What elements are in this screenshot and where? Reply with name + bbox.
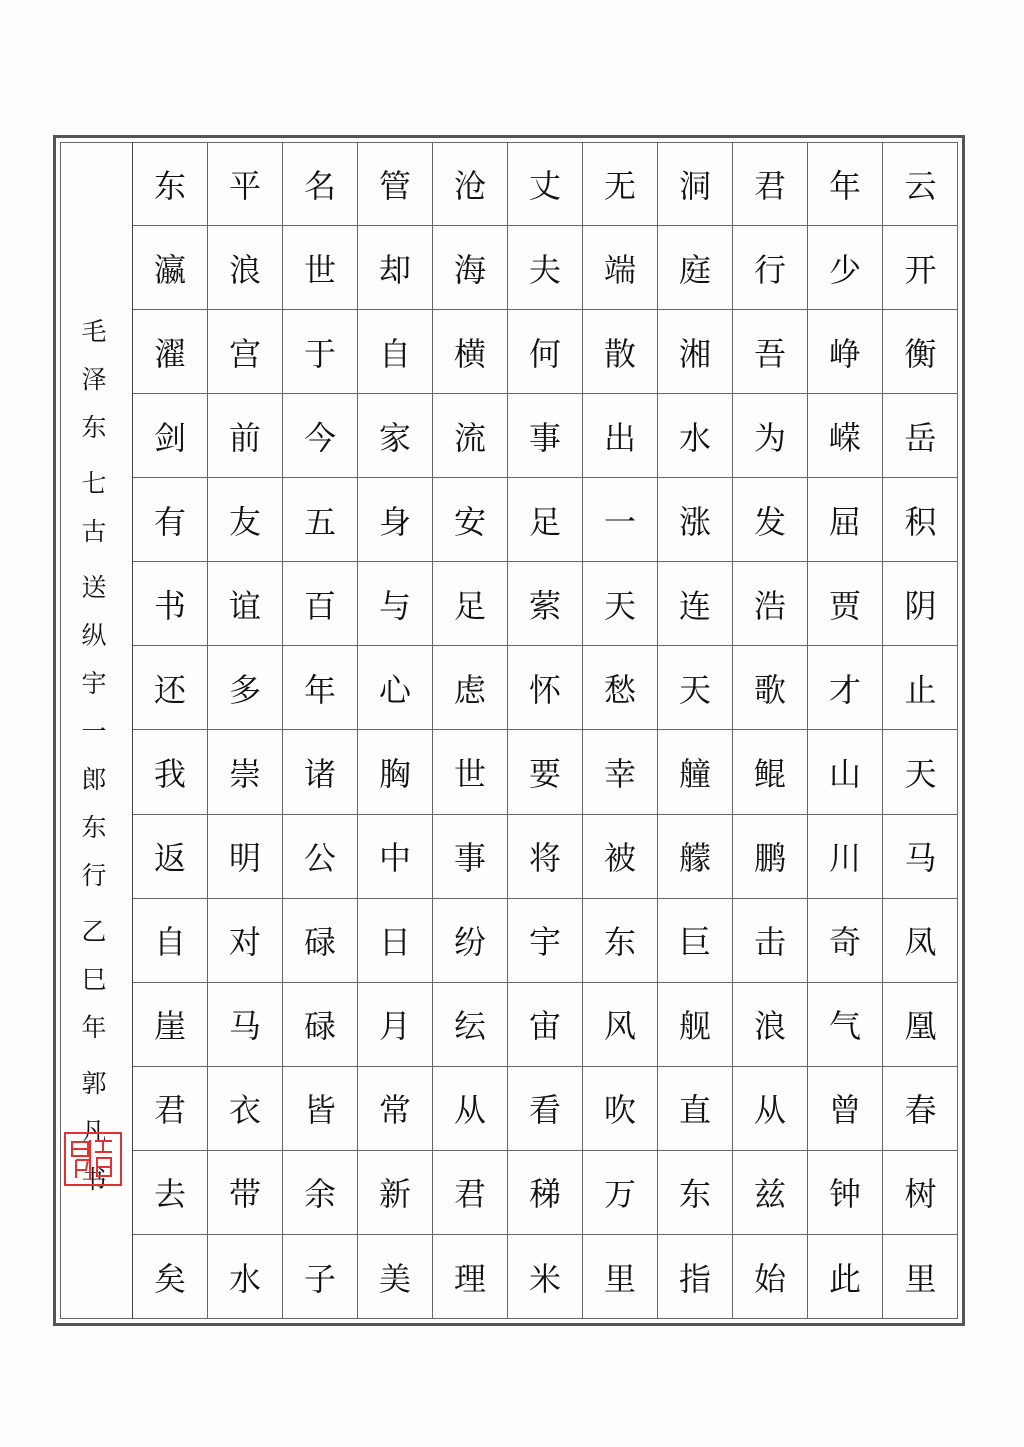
grid-cell: 曾 bbox=[808, 1067, 883, 1151]
grid-cell: 水 bbox=[208, 1235, 283, 1319]
grid-cell: 自 bbox=[133, 899, 208, 983]
grid-cell: 东 bbox=[658, 1151, 733, 1235]
grid-cell: 衣 bbox=[208, 1067, 283, 1151]
signature-char: 毛 bbox=[81, 317, 107, 346]
grid-cell: 巨 bbox=[658, 899, 733, 983]
grid-cell: 岳 bbox=[883, 394, 958, 478]
grid-cell: 返 bbox=[133, 815, 208, 899]
grid-cell: 幸 bbox=[583, 730, 658, 814]
grid-cell: 散 bbox=[583, 310, 658, 394]
signature-column bbox=[74, 308, 114, 1204]
grid-cell: 树 bbox=[883, 1151, 958, 1235]
grid-cell: 事 bbox=[433, 815, 508, 899]
grid-cell: 濯 bbox=[133, 310, 208, 394]
grid-cell: 心 bbox=[358, 646, 433, 730]
grid-cell: 于 bbox=[283, 310, 358, 394]
grid-cell: 理 bbox=[433, 1235, 508, 1319]
grid-cell: 今 bbox=[283, 394, 358, 478]
grid-cell: 衡 bbox=[883, 310, 958, 394]
grid-cell: 涨 bbox=[658, 478, 733, 562]
grid-cell: 世 bbox=[433, 730, 508, 814]
grid-cell: 前 bbox=[208, 394, 283, 478]
grid-cell: 指 bbox=[658, 1235, 733, 1319]
grid-cell: 为 bbox=[733, 394, 808, 478]
grid-cell: 奇 bbox=[808, 899, 883, 983]
grid-cell: 少 bbox=[808, 226, 883, 310]
signature-char: 宇 bbox=[81, 669, 107, 698]
grid-cell: 宇 bbox=[508, 899, 583, 983]
grid-cell: 胸 bbox=[358, 730, 433, 814]
grid-cell: 新 bbox=[358, 1151, 433, 1235]
signature-char: 七 bbox=[81, 469, 107, 498]
grid-cell: 风 bbox=[583, 983, 658, 1067]
grid-cell: 将 bbox=[508, 815, 583, 899]
grid-cell: 管 bbox=[358, 142, 433, 226]
grid-cell: 瀛 bbox=[133, 226, 208, 310]
grid-cell: 崖 bbox=[133, 983, 208, 1067]
grid-cell: 从 bbox=[433, 1067, 508, 1151]
grid-cell: 稊 bbox=[508, 1151, 583, 1235]
signature-char: 古 bbox=[81, 517, 107, 546]
grid-cell: 歌 bbox=[733, 646, 808, 730]
grid-cell: 碌 bbox=[283, 899, 358, 983]
signature-char: 郎 bbox=[81, 765, 107, 794]
grid-cell: 愁 bbox=[583, 646, 658, 730]
red-seal-stamp bbox=[64, 1132, 122, 1186]
grid-cell: 书 bbox=[133, 562, 208, 646]
grid-cell: 贾 bbox=[808, 562, 883, 646]
grid-cell: 屈 bbox=[808, 478, 883, 562]
grid-cell: 虑 bbox=[433, 646, 508, 730]
grid-cell: 带 bbox=[208, 1151, 283, 1235]
grid-cell: 名 bbox=[283, 142, 358, 226]
grid-cell: 月 bbox=[358, 983, 433, 1067]
grid-cell: 里 bbox=[583, 1235, 658, 1319]
grid-cell: 日 bbox=[358, 899, 433, 983]
grid-cell: 峥 bbox=[808, 310, 883, 394]
grid-cell: 剑 bbox=[133, 394, 208, 478]
grid-cell: 自 bbox=[358, 310, 433, 394]
grid-cell: 春 bbox=[883, 1067, 958, 1151]
grid-cell: 百 bbox=[283, 562, 358, 646]
grid-cell: 天 bbox=[883, 730, 958, 814]
grid-cell: 碌 bbox=[283, 983, 358, 1067]
signature-form bbox=[81, 460, 106, 556]
grid-cell: 积 bbox=[883, 478, 958, 562]
grid-cell: 鹏 bbox=[733, 815, 808, 899]
grid-cell: 还 bbox=[133, 646, 208, 730]
grid-cell: 洞 bbox=[658, 142, 733, 226]
signature-char: 凡 bbox=[81, 1117, 107, 1146]
grid-cell: 矣 bbox=[133, 1235, 208, 1319]
grid-cell: 云 bbox=[883, 142, 958, 226]
grid-cell: 足 bbox=[433, 562, 508, 646]
grid-cell: 川 bbox=[808, 815, 883, 899]
grid-cell: 子 bbox=[283, 1235, 358, 1319]
grid-cell: 纷 bbox=[433, 899, 508, 983]
grid-cell: 万 bbox=[583, 1151, 658, 1235]
signature-char: 乙 bbox=[81, 917, 107, 946]
grid-cell: 气 bbox=[808, 983, 883, 1067]
grid-cell: 明 bbox=[208, 815, 283, 899]
grid-cell: 山 bbox=[808, 730, 883, 814]
grid-cell: 始 bbox=[733, 1235, 808, 1319]
grid-cell: 身 bbox=[358, 478, 433, 562]
grid-cell: 击 bbox=[733, 899, 808, 983]
grid-cell: 余 bbox=[283, 1151, 358, 1235]
grid-cell: 诸 bbox=[283, 730, 358, 814]
grid-cell: 米 bbox=[508, 1235, 583, 1319]
grid-cell: 丈 bbox=[508, 142, 583, 226]
grid-cell: 美 bbox=[358, 1235, 433, 1319]
grid-cell: 行 bbox=[733, 226, 808, 310]
grid-cell: 无 bbox=[583, 142, 658, 226]
grid-cell: 艨 bbox=[658, 815, 733, 899]
grid-cell: 浪 bbox=[208, 226, 283, 310]
grid-cell: 端 bbox=[583, 226, 658, 310]
grid-cell: 纭 bbox=[433, 983, 508, 1067]
grid-cell: 去 bbox=[133, 1151, 208, 1235]
signature-char: 纵 bbox=[81, 621, 107, 650]
grid-cell: 平 bbox=[208, 142, 283, 226]
grid-cell: 一 bbox=[583, 478, 658, 562]
grid-cell: 对 bbox=[208, 899, 283, 983]
grid-cell: 五 bbox=[283, 478, 358, 562]
grid-cell: 家 bbox=[358, 394, 433, 478]
grid-cell: 谊 bbox=[208, 562, 283, 646]
grid-cell: 钟 bbox=[808, 1151, 883, 1235]
signature-date bbox=[81, 908, 106, 1052]
grid-cell: 天 bbox=[583, 562, 658, 646]
grid-cell: 夫 bbox=[508, 226, 583, 310]
grid-cell: 连 bbox=[658, 562, 733, 646]
grid-cell: 艟 bbox=[658, 730, 733, 814]
grid-cell: 里 bbox=[904, 1259, 937, 1298]
grid-cell: 东 bbox=[133, 142, 208, 226]
grid-cell: 世 bbox=[283, 226, 358, 310]
grid-cell: 流 bbox=[433, 394, 508, 478]
grid-cell: 要 bbox=[508, 730, 583, 814]
grid-cell: 宙 bbox=[508, 983, 583, 1067]
signature-char: 郭 bbox=[81, 1069, 107, 1098]
grid-cell: 我 bbox=[133, 730, 208, 814]
grid-cell: 发 bbox=[733, 478, 808, 562]
grid-cell: 此 bbox=[808, 1235, 883, 1319]
grid-cell: 何 bbox=[508, 310, 583, 394]
grid-cell: 从 bbox=[733, 1067, 808, 1151]
seal-glyph-icon bbox=[68, 1136, 118, 1182]
grid-cell: 事 bbox=[508, 394, 583, 478]
grid-cell: 常 bbox=[358, 1067, 433, 1151]
grid-cell: 年 bbox=[283, 646, 358, 730]
grid-cell: 怀 bbox=[508, 646, 583, 730]
grid-cell: 嵘 bbox=[808, 394, 883, 478]
signature-char: 行 bbox=[81, 861, 107, 890]
signature-char: 泽 bbox=[81, 365, 107, 394]
grid-cell: 看 bbox=[508, 1067, 583, 1151]
grid-cell: 沧 bbox=[433, 142, 508, 226]
calligraphy-grid bbox=[132, 142, 958, 1319]
signature-char: 东 bbox=[81, 813, 107, 842]
grid-cell: 开 bbox=[883, 226, 958, 310]
signature-author bbox=[81, 308, 106, 452]
grid-cell: 马 bbox=[883, 815, 958, 899]
grid-cell: 君 bbox=[433, 1151, 508, 1235]
signature-char: 送 bbox=[81, 573, 107, 602]
grid-cell: 止 bbox=[883, 646, 958, 730]
grid-cell: 才 bbox=[808, 646, 883, 730]
grid-cell: 凰 bbox=[883, 983, 958, 1067]
grid-cell: 出 bbox=[583, 394, 658, 478]
grid-cell: 君 bbox=[733, 142, 808, 226]
grid-cell: 直 bbox=[658, 1067, 733, 1151]
grid-cell: 却 bbox=[358, 226, 433, 310]
grid-cell: 中 bbox=[358, 815, 433, 899]
grid-cell: 多 bbox=[208, 646, 283, 730]
grid-cell: 吾 bbox=[733, 310, 808, 394]
signature-char: 书 bbox=[81, 1165, 107, 1194]
grid-cell: 天 bbox=[658, 646, 733, 730]
grid-cell: 公 bbox=[283, 815, 358, 899]
grid-cell: 凤 bbox=[883, 899, 958, 983]
grid-cell: 萦 bbox=[508, 562, 583, 646]
grid-cell: 友 bbox=[208, 478, 283, 562]
grid-cell: 宫 bbox=[208, 310, 283, 394]
grid-cell: 海 bbox=[433, 226, 508, 310]
grid-cell: 吹 bbox=[583, 1067, 658, 1151]
grid-cell: 水 bbox=[658, 394, 733, 478]
grid-cell: 浩 bbox=[733, 562, 808, 646]
grid-cell: 马 bbox=[208, 983, 283, 1067]
grid-cell: 与 bbox=[358, 562, 433, 646]
signature-char: 东 bbox=[81, 413, 107, 442]
signature-char: 年 bbox=[81, 1013, 107, 1042]
grid-cell: 安 bbox=[433, 478, 508, 562]
grid-cell: 阴 bbox=[883, 562, 958, 646]
grid-cell: 浪 bbox=[733, 983, 808, 1067]
grid-cell: 崇 bbox=[208, 730, 283, 814]
grid-cell: 横 bbox=[433, 310, 508, 394]
grid-cell: 舰 bbox=[658, 983, 733, 1067]
signature-char: 一 bbox=[81, 717, 107, 746]
signature-title bbox=[81, 564, 106, 900]
grid-cell: 有 bbox=[133, 478, 208, 562]
grid-cell: 君 bbox=[133, 1067, 208, 1151]
grid-cell: 足 bbox=[508, 478, 583, 562]
grid-cell: 皆 bbox=[283, 1067, 358, 1151]
grid-cell: 年 bbox=[808, 142, 883, 226]
signature-char: 巳 bbox=[81, 965, 107, 994]
grid-cell: 湘 bbox=[658, 310, 733, 394]
grid-cell: 东 bbox=[583, 899, 658, 983]
grid-cell: 庭 bbox=[658, 226, 733, 310]
grid-cell: 被 bbox=[583, 815, 658, 899]
grid-cell: 兹 bbox=[733, 1151, 808, 1235]
grid-cell: 鲲 bbox=[733, 730, 808, 814]
